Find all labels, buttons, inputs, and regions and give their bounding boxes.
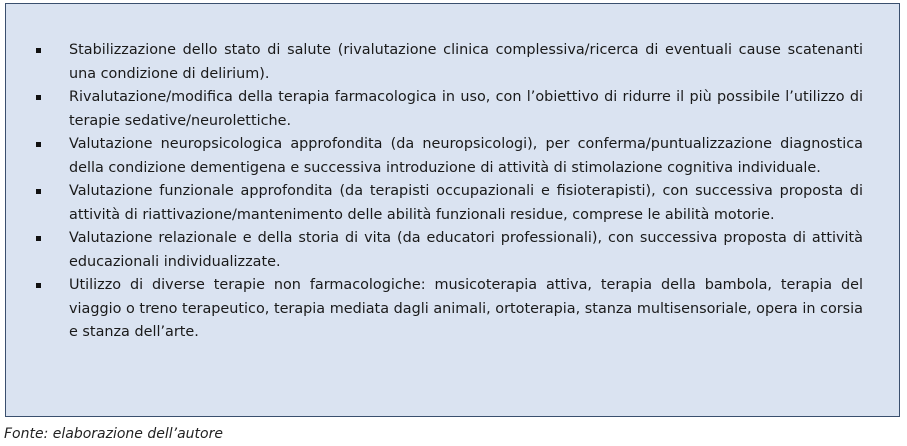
list-item	[6, 39, 899, 86]
list-item	[6, 180, 899, 227]
text-box	[5, 3, 900, 417]
square-bullet-icon	[36, 189, 41, 194]
list-item-text: Utilizzo di diverse terapie non farmacologiche: musicoterapia attiva, terapia della bambola, terapia del viaggio o treno terapeutico, terapia mediata dagli animali, ortoterapia, stanza multisensoriale, opera in corsia e stanza dell’arte.	[69, 277, 863, 340]
list-item-text: Rivalutazione/modifica della terapia farmacologica in uso, con l’obiettivo di ridurre il più possibile l’utilizzo di terapie sedative/neurolettiche.	[69, 89, 863, 129]
square-bullet-icon	[36, 142, 41, 147]
list-item-text: Valutazione funzionale approfondita (da terapisti occupazionali e fisioterapisti), con successiva proposta di attività di riattivazione/mantenimento delle abilità funzionali residue, comprese le abilità motorie.	[69, 183, 863, 223]
list-item-text: Valutazione neuropsicologica approfondita (da neuropsicologi), per conferma/puntualizzazione diagnostica della condizione dementigena e successiva introduzione di attività di stimolazione cognitiva individuale.	[69, 136, 863, 176]
square-bullet-icon	[36, 283, 41, 288]
source-caption: Fonte: elaborazione dell’autore	[4, 426, 223, 442]
list-item	[6, 274, 899, 345]
bullet-list	[6, 39, 899, 345]
square-bullet-icon	[36, 236, 41, 241]
square-bullet-icon	[36, 48, 41, 53]
square-bullet-icon	[36, 95, 41, 100]
list-item-text: Valutazione relazionale e della storia di vita (da educatori professionali), con successiva proposta di attività educazionali individualizzate.	[69, 230, 863, 270]
list-item-text: Stabilizzazione dello stato di salute (rivalutazione clinica complessiva/ricerca di eventuali cause scatenanti una condizione di delirium).	[69, 42, 863, 82]
list-item	[6, 227, 899, 274]
list-item	[6, 133, 899, 180]
list-item	[6, 86, 899, 133]
